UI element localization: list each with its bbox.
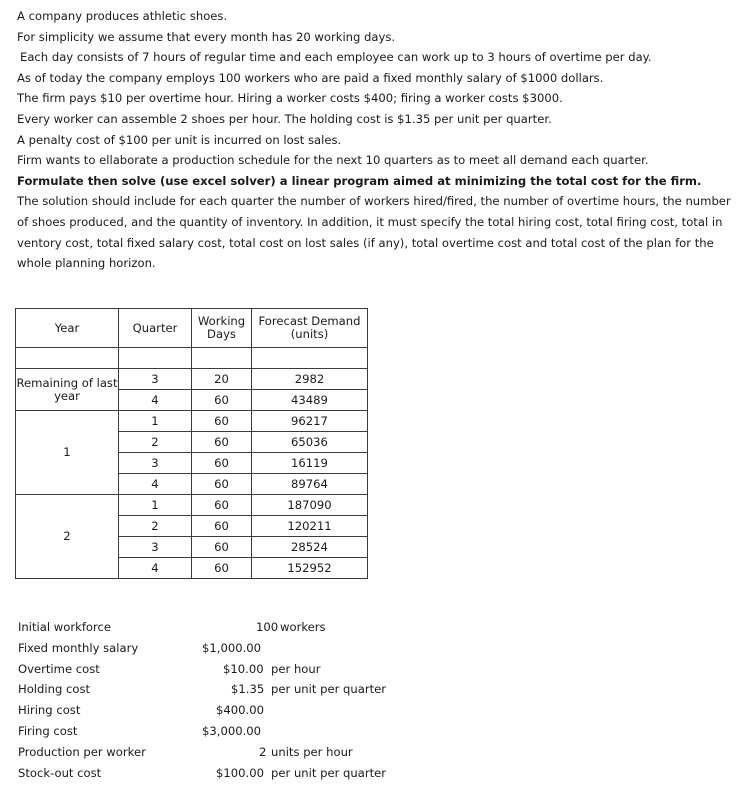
quarter-cell: 3 <box>119 537 192 558</box>
param-value: $400.00 <box>216 703 264 718</box>
demand-forecast-table <box>15 308 368 579</box>
days-cell: 60 <box>192 411 252 432</box>
problem-statement <box>17 6 739 274</box>
demand-cell: 28524 <box>252 537 368 558</box>
demand-cell: 2982 <box>252 369 368 390</box>
intro-line: A company produces athletic shoes. <box>17 9 228 23</box>
param-label: Stock-out cost <box>18 765 102 780</box>
intro-line: Firm wants to ellaborate a production schedule for the next 10 quarters as to meet all demand each quarter. <box>17 153 649 168</box>
days-cell: 60 <box>192 537 252 558</box>
quarter-cell: 4 <box>119 558 192 579</box>
year-cell: 1 <box>16 411 119 495</box>
intro-line: Each day consists of 7 hours of regular time and each employee can work up to 3 hours of overtime per day. <box>20 50 652 65</box>
days-cell: 60 <box>192 495 252 516</box>
demand-cell: 89764 <box>252 474 368 495</box>
demand-cell: 187090 <box>252 495 368 516</box>
table-row <box>16 411 368 432</box>
spacer-cell <box>252 348 368 369</box>
solution-requirements: The solution should include for each quarter the number of workers hired/fired, the number of overtime hours, the number of shoes produced, and the quantity of inventory. In addition, it must specify the total hiring cost, total firing cost, total in ventory cost, total fixed salary cost, total cost on lost sales (if any), total overtime cost and total cost of the plan for the whole planning horizon. <box>17 194 731 271</box>
table-row <box>16 369 368 390</box>
quarter-cell: 4 <box>119 474 192 495</box>
year-cell: Remaining of last year <box>16 369 119 411</box>
param-unit: per hour <box>271 661 321 676</box>
days-cell: 60 <box>192 390 252 411</box>
param-unit: per unit per quarter <box>271 682 387 697</box>
spacer-cell <box>119 348 192 369</box>
param-value: $1.35 <box>231 682 265 697</box>
param-value: 100 <box>256 620 279 634</box>
quarter-cell: 1 <box>119 495 192 516</box>
quarter-cell: 3 <box>119 369 192 390</box>
days-cell: 60 <box>192 432 252 453</box>
spacer-cell <box>16 348 119 369</box>
param-label: Fixed monthly salary <box>18 640 139 655</box>
intro-line: The firm pays $10 per overtime hour. Hiring a worker costs $400; firing a worker costs $3000. <box>17 91 563 106</box>
quarter-cell: 2 <box>119 516 192 537</box>
param-label: Initial workforce <box>18 620 112 634</box>
intro-line: For simplicity we assume that every month has 20 working days. <box>17 29 396 44</box>
table-spacer-row <box>16 348 368 369</box>
year-cell: 2 <box>16 495 119 579</box>
param-unit: units per hour <box>271 744 353 759</box>
days-cell: 60 <box>192 474 252 495</box>
header-forecast-demand: Forecast Demand (units) <box>252 309 368 348</box>
header-year: Year <box>16 309 119 348</box>
param-unit: workers <box>280 620 326 634</box>
param-value: $10.00 <box>223 661 264 676</box>
intro-line: As of today the company employs 100 workers who are paid a fixed monthly salary of $1000 dollars. <box>17 70 604 85</box>
param-value: $100.00 <box>216 765 264 780</box>
demand-cell: 43489 <box>252 390 368 411</box>
days-cell: 60 <box>192 516 252 537</box>
param-label: Production per worker <box>18 744 146 759</box>
param-unit: per unit per quarter <box>271 765 387 780</box>
header-quarter: Quarter <box>119 309 192 348</box>
task-instruction: Formulate then solve (use excel solver) a linear program aimed at minimizing the total cost for the firm. <box>17 173 702 188</box>
quarter-cell: 4 <box>119 390 192 411</box>
table-row <box>16 495 368 516</box>
param-label: Firing cost <box>18 723 78 738</box>
days-cell: 20 <box>192 369 252 390</box>
quarter-cell: 2 <box>119 432 192 453</box>
spacer-cell <box>192 348 252 369</box>
days-cell: 60 <box>192 558 252 579</box>
days-cell: 60 <box>192 453 252 474</box>
table-header-row <box>16 309 368 348</box>
param-label: Overtime cost <box>18 661 100 676</box>
param-value: 2 <box>259 744 267 759</box>
demand-cell: 65036 <box>252 432 368 453</box>
param-value: $1,000.00 <box>202 640 262 655</box>
intro-line: Every worker can assemble 2 shoes per hour. The holding cost is $1.35 per unit per quarter. <box>17 111 552 126</box>
demand-cell: 120211 <box>252 516 368 537</box>
param-label: Holding cost <box>18 682 91 697</box>
demand-cell: 96217 <box>252 411 368 432</box>
demand-cell: 16119 <box>252 453 368 474</box>
quarter-cell: 3 <box>119 453 192 474</box>
header-working-days: Working Days <box>192 309 252 348</box>
param-label: Hiring cost <box>18 703 81 718</box>
intro-line: A penalty cost of $100 per unit is incurred on lost sales. <box>17 132 342 147</box>
param-value: $3,000.00 <box>202 723 262 738</box>
demand-cell: 152952 <box>252 558 368 579</box>
quarter-cell: 1 <box>119 411 192 432</box>
